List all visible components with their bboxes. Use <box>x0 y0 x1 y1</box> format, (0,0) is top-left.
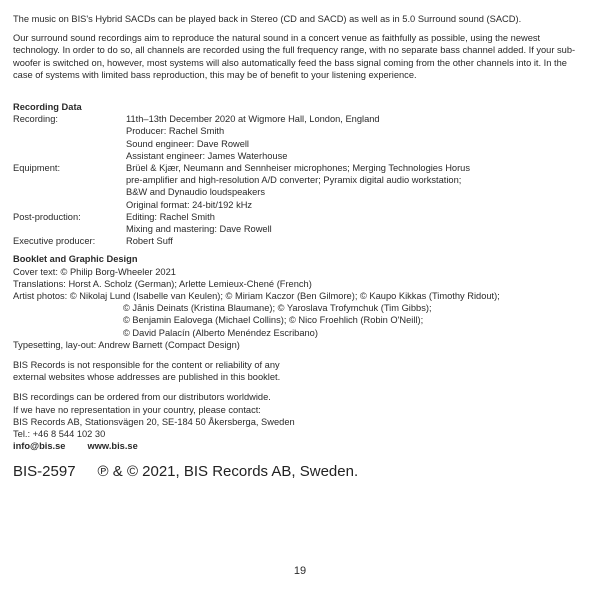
artist-photos-credit <box>13 290 588 302</box>
recording-data-section <box>13 101 588 247</box>
catalog-number: BIS-2597 <box>13 462 76 480</box>
artist-photos-line: © Benjamin Ealovega (Michael Collins); © Nico Froehlich (Robin O'Neill); <box>123 315 424 326</box>
recording-value: Sound engineer: Dave Rowell <box>126 138 250 149</box>
equipment-value: B&W and Dynaudio loudspeakers <box>126 187 266 198</box>
booklet-page <box>13 13 588 481</box>
disclaimer-line: external websites whose addresses are published in this booklet. <box>13 372 281 383</box>
executive-producer-value: Robert Suff <box>126 236 173 247</box>
recording-row <box>13 113 588 162</box>
contact-line: Tel.: +46 8 544 102 30 <box>13 429 106 440</box>
intro-paragraph-2: Our surround sound recordings aim to reproduce the natural sound in a concert venue as faithfully as possible, using the newest technology. In order to do so, all channels are recorded using the full frequency range, with no separate bass channel added. If your sub-woofer is switched on, however, most systems will also automatically feed the bass signal coming from the other channels into it. In the case of systems with limited bass reproduction, this may be of benefit to your listening experience. <box>13 33 576 80</box>
post-production-row <box>13 211 588 235</box>
disclaimer <box>13 359 588 383</box>
equipment-row <box>13 162 588 211</box>
executive-producer-row <box>13 235 588 247</box>
recording-value: Producer: Rachel Smith <box>126 126 225 137</box>
artist-photos-line: © David Palacín (Alberto Menéndez Escribano) <box>123 327 318 338</box>
booklet-section <box>13 253 588 351</box>
recording-value: 11th–13th December 2020 at Wigmore Hall, London, England <box>126 114 380 125</box>
recording-label: Recording: <box>13 114 58 125</box>
intro-paragraph-1: The music on BIS's Hybrid SACDs can be played back in Stereo (CD and SACD) as well as in 5.0 Surround sound (SACD). <box>13 14 522 24</box>
catalog-line <box>13 463 588 481</box>
page-number: 19 <box>293 565 307 577</box>
post-production-value: Editing: Rachel Smith <box>126 211 215 222</box>
typesetting-credit: Typesetting, lay-out: Andrew Barnett (Compact Design) <box>13 339 240 350</box>
translations-credit: Translations: Horst A. Scholz (German); Arlette Lemieux-Chené (French) <box>13 278 312 289</box>
recording-data-heading: Recording Data <box>13 102 82 113</box>
contact-line: BIS Records AB, Stationsvägen 20, SE-184 50 Åkersberga, Sweden <box>13 416 295 427</box>
equipment-value: Brüel & Kjær, Neumann and Sennheiser microphones; Merging Technologies Horus <box>126 163 471 174</box>
artist-photos-line: © Jānis Deinats (Kristina Blaumane); © Yaroslava Trofymchuk (Tim Gibbs); <box>123 303 432 314</box>
cover-text-credit: Cover text: © Philip Borg-Wheeler 2021 <box>13 266 176 277</box>
equipment-value: pre-amplifier and high-resolution A/D converter; Pyramix digital audio workstation; <box>126 175 462 186</box>
contact-line: If we have no representation in your country, please contact: <box>13 404 261 415</box>
executive-producer-label: Executive producer: <box>13 236 96 247</box>
copyright-notice: ℗ & © 2021, BIS Records AB, Sweden. <box>97 462 359 480</box>
equipment-label: Equipment: <box>13 163 61 174</box>
contact-section <box>13 391 588 452</box>
artist-photos-line: © Nikolaj Lund (Isabelle van Keulen); © Miriam Kaczor (Ben Gilmore); © Kaupo Kikkas (Timothy Ridout); <box>69 291 500 302</box>
website-link[interactable]: www.bis.se <box>87 441 138 452</box>
post-production-value: Mixing and mastering: Dave Rowell <box>126 224 272 235</box>
recording-value: Assistant engineer: James Waterhouse <box>126 150 288 161</box>
disclaimer-line: BIS Records is not responsible for the content or reliability of any <box>13 360 280 371</box>
contact-line: BIS recordings can be ordered from our distributors worldwide. <box>13 392 271 403</box>
artist-photos-label: Artist photos: <box>13 291 68 302</box>
email-link[interactable]: info@bis.se <box>13 441 66 452</box>
equipment-value: Original format: 24-bit/192 kHz <box>126 199 253 210</box>
post-production-label: Post-production: <box>13 211 81 222</box>
booklet-heading: Booklet and Graphic Design <box>13 254 138 265</box>
